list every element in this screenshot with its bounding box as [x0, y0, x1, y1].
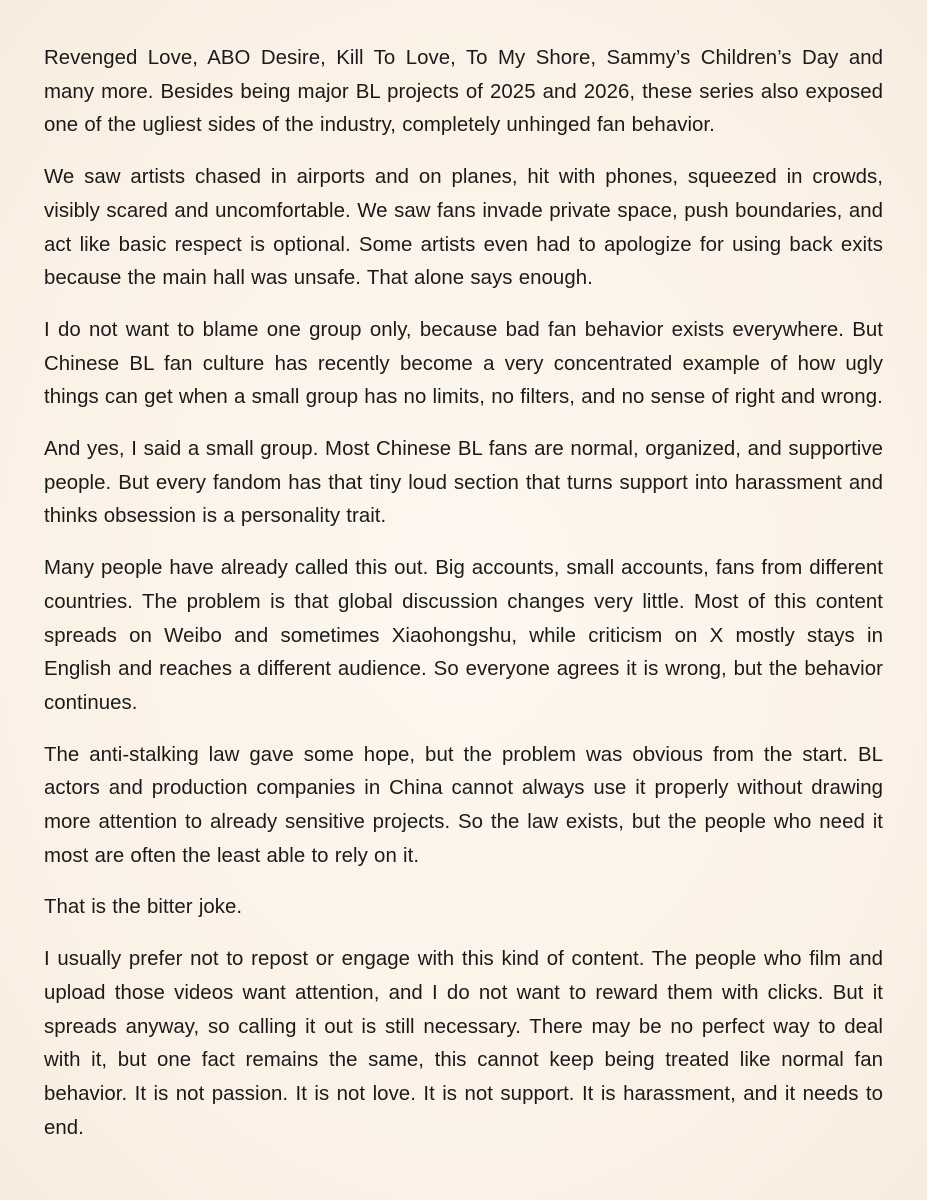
paragraph-anti-stalking-law: The anti-stalking law gave some hope, but the problem was obvious from the start. BL actors and production companies in China cannot always use it properly without drawing more attention to already sensitive projects. So the law exists, but the people who need it most are often the least able to rely on it. [44, 743, 883, 867]
paragraph-blame: I do not want to blame one group only, because bad fan behavior exists everywhere. But Chinese BL fan culture has recently become a very concentrated example of how ugly things can get when a small group has no limits, no filters, and no sense of right and wrong. [44, 318, 883, 409]
paragraph-small-group: And yes, I said a small group. Most Chinese BL fans are normal, organized, and supportive people. But every fandom has that tiny loud section that turns support into harassment and thinks obsession is a personality trait. [44, 438, 883, 528]
paragraph-series-list: Revenged Love, ABO Desire, Kill To Love, To My Shore, Sammy’s Children’s Day and many more. Besides being major BL projects of 2025 and 2026, these series also exposed one of the ugliest sides of the industry, completely unhinged fan behavior. [44, 47, 883, 137]
paragraph-bitter-joke: That is the bitter joke. [44, 896, 243, 919]
paragraph-conclusion: I usually prefer not to repost or engage with this kind of content. The people who film and upload those videos want attention, and I do not want to reward them with clicks. But it spreads anyway, so calling it out is still necessary. There may be no perfect way to deal with it, but one fact remains the same, this cannot keep being treated like normal fan behavior. It is not passion. It is not love. It is not support. It is harassment, and it needs to end. [44, 948, 883, 1139]
paragraph-artists-chased: We saw artists chased in airports and on planes, hit with phones, squeezed in crowds, visibly scared and uncomfortable. We saw fans invade private space, push boundaries, and act like basic respect is optional. Some artists even had to apologize for using back exits because the main hall was unsafe. That alone says enough. [44, 166, 883, 290]
paragraph-called-out: Many people have already called this out. Big accounts, small accounts, fans from different countries. The problem is that global discussion changes very little. Most of this content spreads on Weibo and sometimes Xiaohongshu, while criticism on X mostly stays in English and reaches a different audience. So everyone agrees it is wrong, but the behavior continues. [44, 557, 883, 714]
